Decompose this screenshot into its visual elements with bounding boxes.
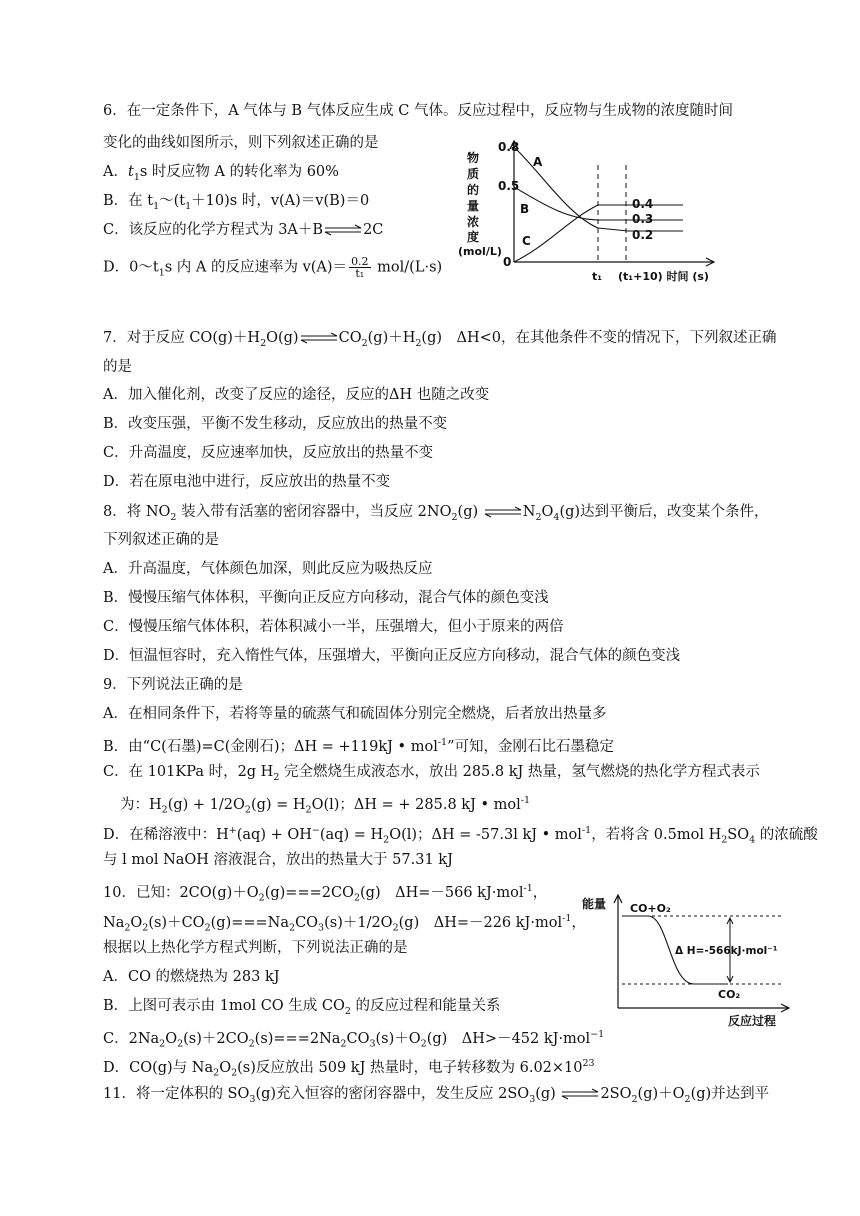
q7-stem-line2: 的是 — [103, 359, 132, 375]
q10-line2: $Na_2O_2(s)+CO_2(g)===Na_2CO_3(s)+1/2O_2(g)$ ΔH=－226 kJ·mol$^{-1}$， — [103, 913, 586, 934]
end-value: 0.3 — [632, 212, 654, 226]
q6-stem-line1: 6．在一定条件下，A 气体与 B 气体反应生成 C 气体。反应过程中，反应物与生成物的浓度随时间 — [103, 103, 733, 119]
q9-option-d-line1: D．在稀溶液中：$H^+(aq) + OH^-(aq) = H_2O(l)$；ΔH = -57.3l kJ • mol$^{-1}$，若将含 0.5mol $H_2SO_4$ 的浓硫酸 — [103, 825, 818, 846]
q8-stem-line1: 8．将 $NO_2$ 装入带有活塞的密闭容器中，当反应 $2NO_2(g)$ $N_2O_4(g)$达到平衡后，改变某个条件， — [103, 504, 769, 523]
y-label-char: 的 — [467, 183, 480, 197]
q7-option-a: A．加入催化剂，改变了反应的途径，反应的ΔH 也随之改变 — [103, 387, 490, 403]
energy-x-label: 反应过程 — [728, 1014, 777, 1028]
concentration-time-chart — [458, 135, 730, 285]
q10-option-a: A．CO 的燃烧热为 283 kJ — [103, 969, 280, 985]
end-value: 0.2 — [632, 228, 654, 242]
q6-stem-line2: 变化的曲线如图所示，则下列叙述正确的是 — [103, 135, 379, 151]
rate-fraction: $\frac{0.2}{\text{t₁}}$ — [351, 255, 369, 280]
q8-stem-line2: 下列叙述正确的是 — [103, 532, 219, 548]
q10-line3: 根据以上热化学方程式判断，下列说法正确的是 — [103, 940, 408, 956]
q9-stem: 9．下列说法正确的是 — [103, 677, 243, 693]
equilibrium-arrow-icon — [323, 224, 363, 236]
q8-option-b: B．慢慢压缩气体体积，平衡向正反应方向移动，混合气体的颜色变浅 — [103, 590, 549, 606]
q7-option-c: C．升高温度，反应速率加快，反应放出的热量不变 — [103, 445, 434, 461]
q6-option-a: A．$t_1s$ 时反应物 A 的转化率为 60% — [103, 164, 339, 183]
y-label-char: 量 — [467, 199, 480, 213]
q9-option-d-line2: 与 l mol NaOH 溶液混合，放出的热量大于 57.31 kJ — [103, 852, 453, 868]
q9-option-c-line2: 为：$H_2(g) + 1/2O_2(g) = H_2O(l)$；ΔH = + 285.8 kJ • mol$^{-1}$ — [120, 795, 531, 816]
q10-line1: 10．已知：$2CO(g)+O_2(g)===2CO_2(g)$ ΔH=－566 kJ·mol$^{-1}$， — [103, 883, 548, 904]
y-tick: 0 — [503, 255, 512, 269]
equilibrium-arrow-icon — [483, 506, 523, 518]
y-unit: (mol/L) — [458, 245, 502, 258]
q10-option-b: B．上图可表示由 1mol CO 生成 $CO_2$ 的反应过程和能量关系 — [103, 998, 501, 1017]
curve-label: A — [533, 155, 543, 169]
q11-stem-line1: 11．将一定体积的 $SO_3(g)$充入恒容的密闭容器中，发生反应 $2SO_3(g)$ $2SO_2(g)+O_2(g)$并达到平 — [103, 1086, 770, 1105]
q6-option-d: D．$0\sim t_1s$ 内 A 的反应速率为 v(A)＝ $\frac{0.2}{\text{t₁}}$ mol/(L·s) — [103, 255, 443, 280]
curve-label: C — [522, 234, 531, 248]
q7-option-d: D．若在原电池中进行，反应放出的热量不变 — [103, 474, 391, 490]
q7-option-b: B．改变压强，平衡不发生移动，反应放出的热量不变 — [103, 416, 448, 432]
reactant-label: CO+O₂ — [630, 902, 671, 915]
q6-option-b: B．在 $t_1\sim(t_1+10)s$ 时，v(A)＝v(B)＝0 — [103, 193, 370, 212]
end-value: 0.4 — [632, 197, 654, 211]
product-label: CO₂ — [718, 988, 741, 1001]
x-label: t₁ — [592, 270, 603, 283]
energy-diagram — [578, 888, 800, 1032]
equilibrium-arrow-icon — [560, 1088, 600, 1100]
y-label-char: 质 — [467, 167, 480, 181]
q8-option-c: C．慢慢压缩气体体积，若体积减小一半，压强增大，但小于原来的两倍 — [103, 619, 564, 635]
q6-option-c: C．该反应的化学方程式为 3A＋B 2C — [103, 222, 384, 238]
q10-option-d: D．CO(g)与 $Na_2O_2(s)$反应放出 509 kJ 热量时，电子转移数为 $6.02\times 10^{23}$ — [103, 1058, 595, 1079]
y-tick: 0.5 — [498, 179, 520, 193]
q10-option-c: C．$2Na_2O_2(s)+2CO_2(s)===2Na_2CO_3(s)+O_2(g)$ ΔH>－452 kJ·mol$^{-1}$ — [103, 1029, 605, 1050]
y-label-char: 度 — [467, 230, 480, 244]
q7-stem-line1: 7．对于反应 $CO(g)+H_2O(g)$ $CO_2(g)+H_2(g)$ ΔH<0，在其他条件不变的情况下，下列叙述正确 — [103, 330, 777, 349]
y-label-char: 浓 — [467, 215, 480, 229]
x-label: (t₁+10) 时间 (s) — [618, 270, 709, 283]
y-tick: 0.8 — [498, 140, 520, 154]
q8-option-a: A．升高温度，气体颜色加深，则此反应为吸热反应 — [103, 561, 433, 577]
q9-option-b: B．由“C(石墨)=C(金刚石)；ΔH = +119kJ • mol$^{-1}$”可知，金刚石比石墨稳定 — [103, 737, 615, 755]
q8-option-d: D．恒温恒容时，充入惰性气体，压强增大，平衡向正反应方向移动，混合气体的颜色变浅 — [103, 648, 681, 664]
q9-option-c-line1: C．在 101KPa 时，2g $H_2$ 完全燃烧生成液态水，放出 285.8 kJ 热量，氢气燃烧的热化学方程式表示 — [103, 764, 760, 783]
q9-option-a: A．在相同条件下，若将等量的硫蒸气和硫固体分别完全燃烧，后者放出热量多 — [103, 706, 607, 722]
y-label-char: 物 — [467, 151, 480, 165]
curve-label: B — [520, 202, 530, 216]
delta-h-label: Δ H=-566kJ·mol⁻¹ — [675, 945, 778, 957]
energy-y-label: 能量 — [582, 897, 607, 911]
equilibrium-arrow-icon — [299, 332, 339, 344]
